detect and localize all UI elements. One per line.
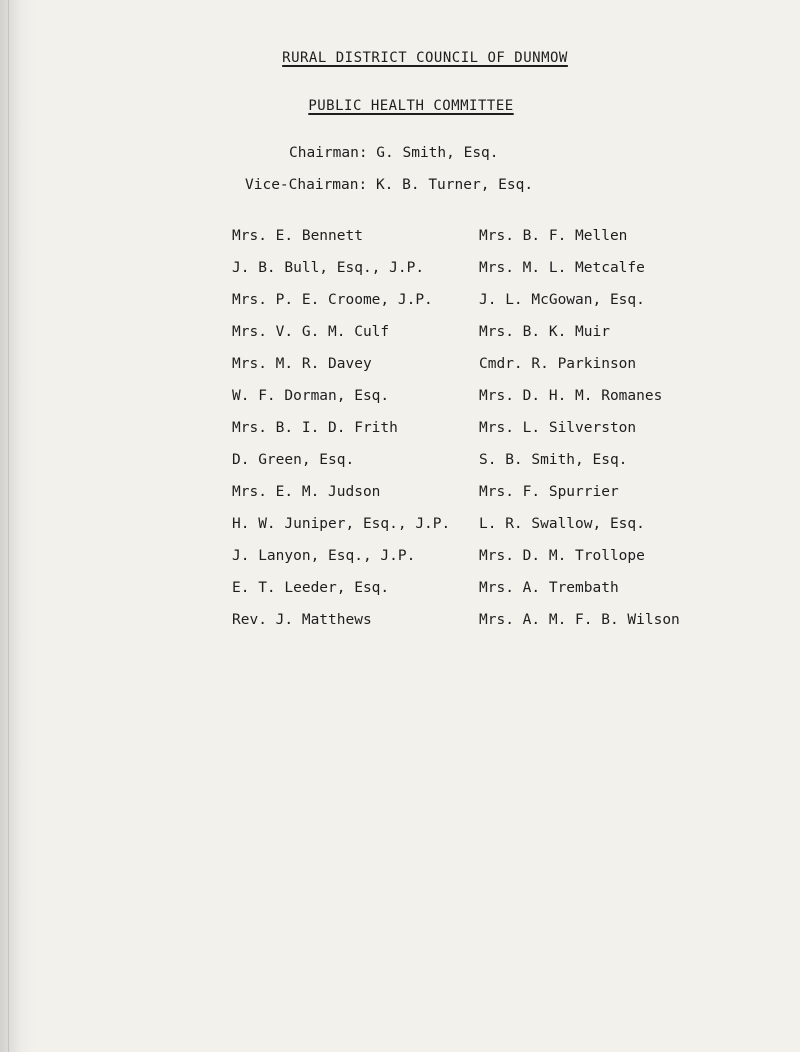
page-edge-line	[8, 0, 9, 1052]
member-name: D. Green, Esq.	[232, 452, 355, 468]
member-name: Mrs. E. Bennett	[232, 228, 363, 244]
member-name: Rev. J. Matthews	[232, 612, 372, 628]
chairman-line: Chairman: G. Smith, Esq.	[289, 145, 499, 161]
committee-title	[11, 98, 800, 114]
member-name: Mrs. D. M. Trollope	[479, 548, 645, 564]
member-name: Mrs. V. G. M. Culf	[232, 324, 390, 340]
member-name: Mrs. F. Spurrier	[479, 484, 619, 500]
member-name: Cmdr. R. Parkinson	[479, 356, 637, 372]
committee-title-text: PUBLIC HEALTH COMMITTEE	[308, 98, 514, 114]
member-name: J. B. Bull, Esq., J.P.	[232, 260, 425, 276]
member-name: E. T. Leeder, Esq.	[232, 580, 390, 596]
page-binding-shadow	[0, 0, 36, 1052]
member-name: J. Lanyon, Esq., J.P.	[232, 548, 416, 564]
member-name: Mrs. M. R. Davey	[232, 356, 372, 372]
member-name: Mrs. M. L. Metcalfe	[479, 260, 645, 276]
member-name: Mrs. P. E. Croome, J.P.	[232, 292, 433, 308]
member-name: S. B. Smith, Esq.	[479, 452, 628, 468]
member-name: J. L. McGowan, Esq.	[479, 292, 645, 308]
member-name: Mrs. L. Silverston	[479, 420, 637, 436]
vice-chairman-line: Vice-Chairman: K. B. Turner, Esq.	[245, 177, 534, 193]
council-title-text: RURAL DISTRICT COUNCIL OF DUNMOW	[282, 50, 568, 66]
member-name: W. F. Dorman, Esq.	[232, 388, 390, 404]
member-name: Mrs. A. M. F. B. Wilson	[479, 612, 680, 628]
member-name: Mrs. D. H. M. Romanes	[479, 388, 663, 404]
member-name: L. R. Swallow, Esq.	[479, 516, 645, 532]
council-title	[25, 50, 800, 66]
member-name: Mrs. B. F. Mellen	[479, 228, 628, 244]
member-name: Mrs. B. I. D. Frith	[232, 420, 398, 436]
member-name: Mrs. E. M. Judson	[232, 484, 381, 500]
members-right-column	[479, 226, 680, 642]
members-left-column	[232, 226, 450, 642]
member-name: Mrs. A. Trembath	[479, 580, 619, 596]
member-name: H. W. Juniper, Esq., J.P.	[232, 516, 451, 532]
member-name: Mrs. B. K. Muir	[479, 324, 610, 340]
